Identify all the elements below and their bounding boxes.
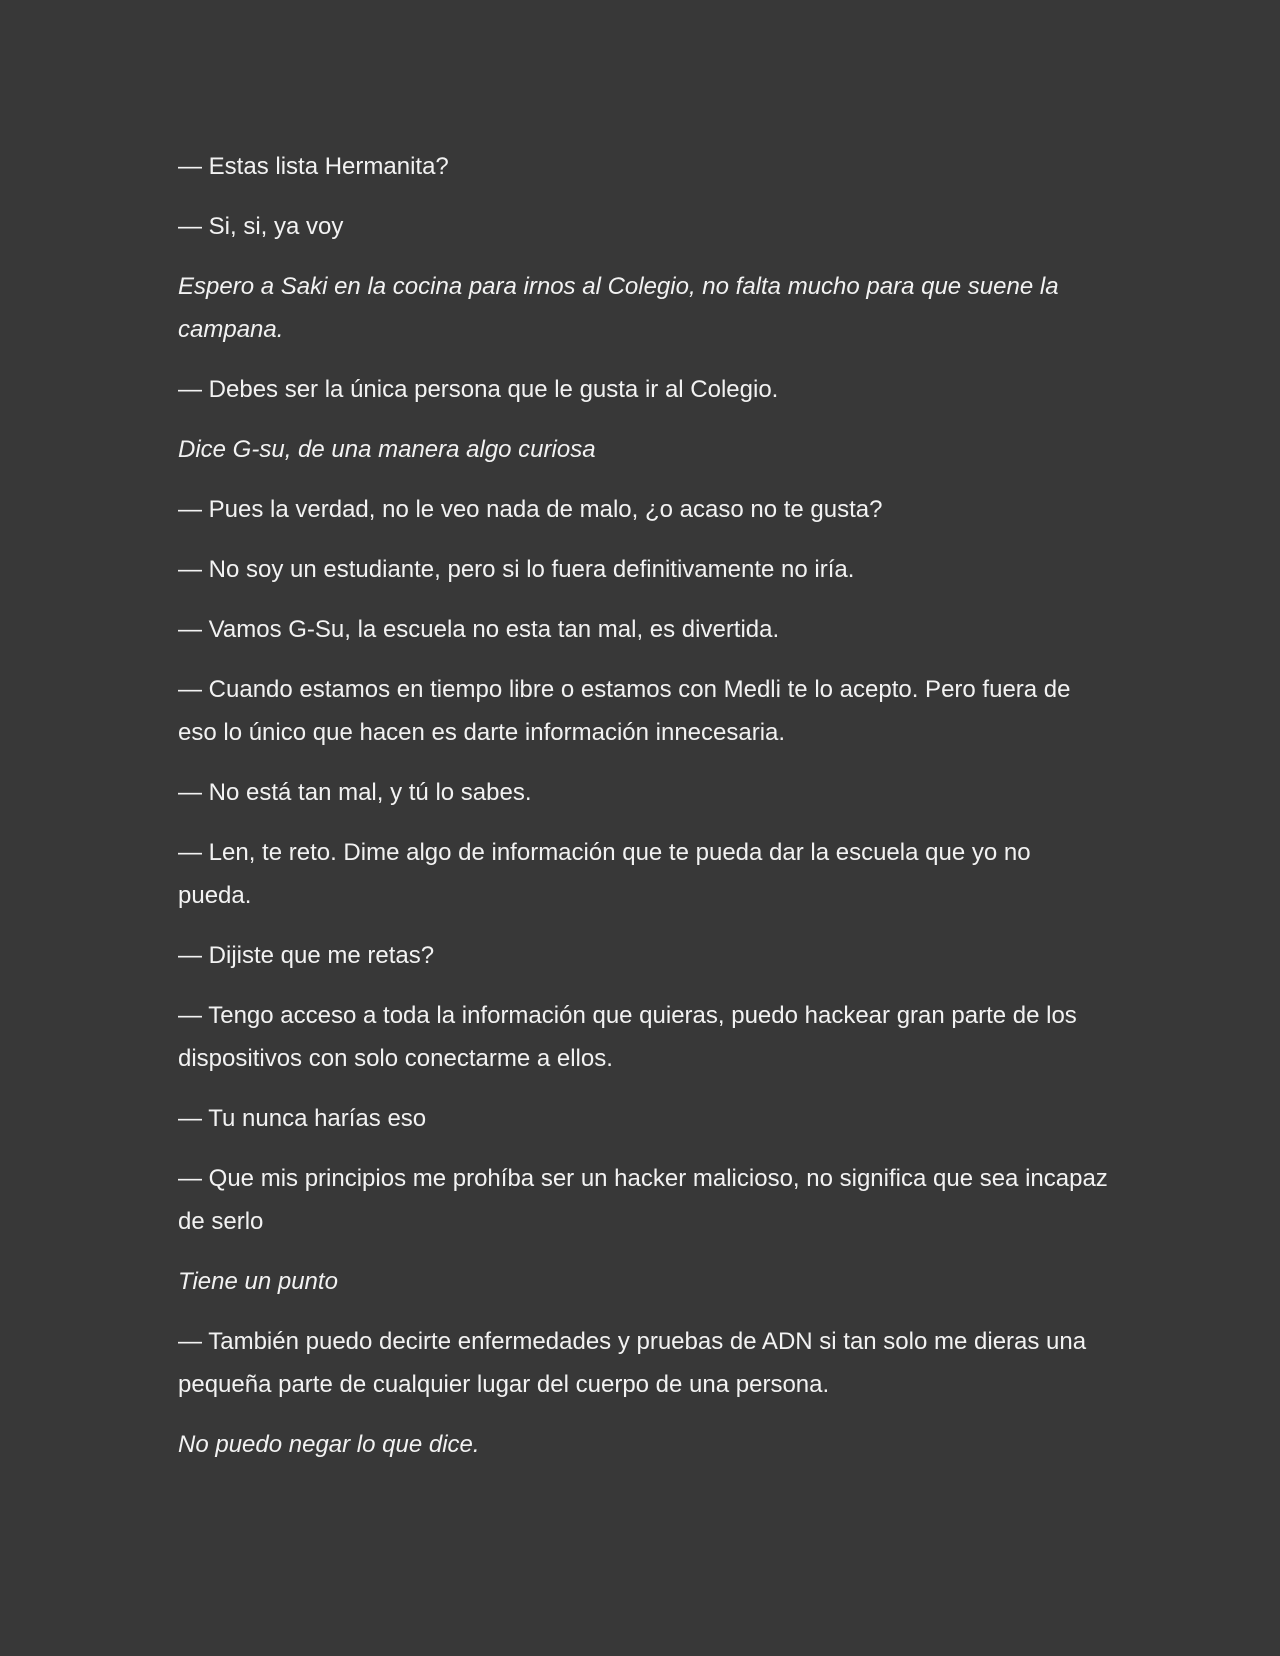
paragraph-dialogue: — Tengo acceso a toda la información que quieras, puedo hackear gran parte de los dispositivos con solo conectarme a ellos.: [178, 1002, 1077, 1072]
paragraph-dialogue: — No soy un estudiante, pero si lo fuera definitivamente no iría.: [178, 556, 855, 583]
paragraph-dialogue: — Vamos G-Su, la escuela no esta tan mal, es divertida.: [178, 616, 780, 643]
paragraph-narration: Tiene un punto: [178, 1268, 338, 1295]
paragraph-dialogue: — Cuando estamos en tiempo libre o estamos con Medli te lo acepto. Pero fuera de eso lo único que hacen es darte información innecesaria.: [178, 676, 1071, 746]
paragraph-dialogue: — Dijiste que me retas?: [178, 942, 435, 969]
paragraph-dialogue: — Len, te reto. Dime algo de información que te pueda dar la escuela que yo no pueda.: [178, 839, 1031, 909]
paragraph-dialogue: — También puedo decirte enfermedades y pruebas de ADN si tan solo me dieras una pequeña parte de cualquier lugar del cuerpo de una persona.: [178, 1328, 1087, 1398]
paragraph-narration: No puedo negar lo que dice.: [178, 1431, 480, 1458]
paragraph-dialogue: — Pues la verdad, no le veo nada de malo, ¿o acaso no te gusta?: [178, 496, 883, 523]
paragraph-dialogue: — Que mis principios me prohíba ser un hacker malicioso, no significa que sea incapaz de serlo: [178, 1165, 1108, 1235]
paragraph-dialogue: — Tu nunca harías eso: [178, 1105, 427, 1132]
paragraph-narration: Dice G-su, de una manera algo curiosa: [178, 436, 596, 463]
document-body: [178, 145, 1110, 1466]
paragraph-dialogue: — No está tan mal, y tú lo sabes.: [178, 779, 532, 806]
paragraph-narration: Espero a Saki en la cocina para irnos al Colegio, no falta mucho para que suene la campana.: [178, 273, 1059, 343]
paragraph-dialogue: — Debes ser la única persona que le gusta ir al Colegio.: [178, 376, 779, 403]
paragraph-dialogue: — Estas lista Hermanita?: [178, 153, 449, 180]
paragraph-dialogue: — Si, si, ya voy: [178, 213, 344, 240]
